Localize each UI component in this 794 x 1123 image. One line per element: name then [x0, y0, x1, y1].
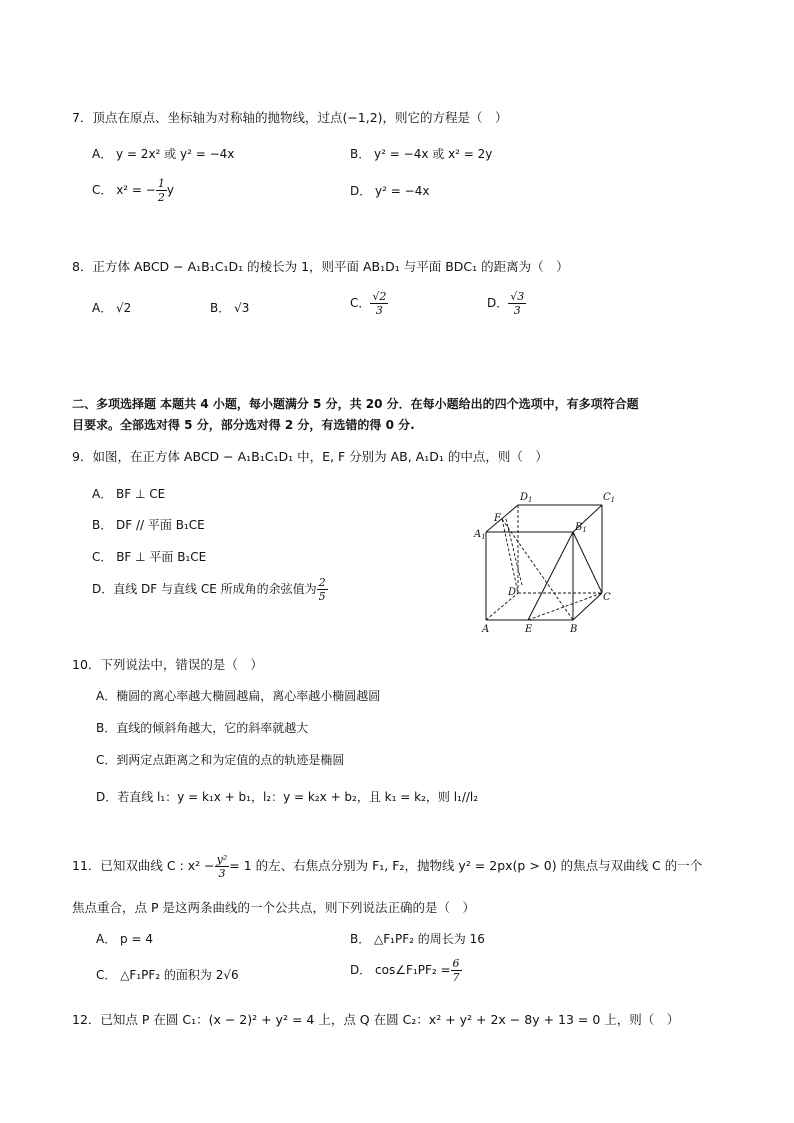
q8-option-c [350, 290, 388, 317]
q8-c-den: 3 [375, 304, 383, 317]
q8-d-den: 3 [513, 304, 521, 317]
label-b: B [570, 624, 578, 635]
section2-line1: 二、多项选择题 本题共 4 小题，每小题满分 5 分，共 20 分．在每小题给出的四个选项中，有多项符合题 [72, 397, 639, 411]
q11-stem-den: 3 [218, 867, 226, 880]
segment-f-d [502, 519, 518, 593]
q8-c-fraction [370, 290, 388, 317]
q8-option-b: B． √3 [210, 301, 250, 315]
label-c: C [603, 592, 611, 603]
label-f: F [494, 513, 501, 524]
q11-option-c: C． △F₁PF₂ 的面积为 2√6 [96, 968, 239, 982]
edge-b-c [573, 593, 602, 620]
q10-option-d: D．若直线 l₁：y = k₁x + b₁，l₂：y = k₂x + b₂，且 k₁ = k₂，则 l₁//l₂ [96, 790, 479, 804]
q8-option-a: A． √2 [92, 301, 132, 315]
label-d1: $D_1$ [520, 492, 533, 504]
q7-option-c [92, 177, 174, 204]
q8-option-d [487, 290, 526, 317]
q9-option-c: C． BF ⊥ 平面 B₁CE [92, 550, 207, 564]
q9-option-a: A． BF ⊥ CE [92, 487, 166, 501]
q7-stem: 7．顶点在原点、坐标轴为对称轴的抛物线，过点(−1,2)，则它的方程是（ ） [72, 110, 508, 125]
q9-d-fraction [317, 576, 328, 603]
segment-b1-c [573, 532, 602, 593]
q11-stem-num: y² [216, 853, 228, 866]
q8-d-num: √3 [510, 290, 525, 303]
q12-stem: 12．已知点 P 在圆 C₁：(x − 2)² + y² = 4 上，点 Q 在圆 C₂：x² + y² + 2x − 8y + 13 = 0 上，则（ ） [72, 1012, 680, 1027]
q7-c-num: 1 [157, 177, 165, 190]
q7-c-den: 2 [157, 191, 165, 204]
q9-d-num: 2 [318, 576, 326, 589]
label-a1: $A_1$ [474, 529, 486, 541]
q11-stem-fraction [215, 853, 230, 880]
q8-stem: 8．正方体 ABCD − A₁B₁C₁D₁ 的棱长为 1，则平面 AB₁D₁ 与平面 BDC₁ 的距离为（ ） [72, 259, 569, 274]
q8-d-label: D． [487, 296, 509, 310]
q8-c-label: C． [350, 296, 371, 310]
q9-option-d [92, 576, 328, 603]
segment-e-c [528, 593, 602, 620]
q9-d-den: 5 [318, 590, 326, 603]
q11-d-num: 6 [452, 957, 460, 970]
label-a: A [482, 624, 490, 635]
q7-c-tail: y [166, 183, 174, 197]
label-d: D [508, 587, 517, 598]
q10-option-b: B．直线的倾斜角越大，它的斜率就越大 [96, 721, 309, 735]
q11-d-fraction [451, 957, 462, 984]
cube-figure [470, 485, 630, 640]
q10-stem: 10．下列说法中，错误的是（ ） [72, 657, 263, 672]
q7-option-c-fraction [156, 177, 167, 204]
q11-d-label: D． cos∠F₁PF₂ = [350, 963, 451, 977]
q9-d-label: D．直线 DF 与直线 CE 所成角的余弦值为 [92, 582, 317, 596]
q11-d-den: 7 [452, 971, 460, 984]
q10-option-a: A．椭圆的离心率越大椭圆越扁，离心率越小椭圆越圆 [96, 689, 381, 703]
edge-a1-d1 [486, 505, 518, 532]
section2-line2: 目要求。全部选对得 5 分，部分选对得 2 分，有选错的得 0 分. [72, 418, 415, 432]
q8-d-fraction [508, 290, 526, 317]
q10-option-c: C．到两定点距离之和为定值的点的轨迹是椭圆 [96, 753, 345, 767]
q11-stem-line2: 焦点重合，点 P 是这两条曲线的一个公共点，则下列说法正确的是（ ） [72, 900, 475, 915]
q11-stem-line1 [72, 853, 702, 880]
q7-option-a: A． y = 2x² 或 y² = −4x [92, 147, 235, 161]
label-e: E [525, 624, 533, 635]
q9-option-b: B． DF // 平面 B₁CE [92, 518, 205, 532]
segment-b1-e [528, 532, 573, 620]
q11-stem-pre: 11．已知双曲线 C : x² − [72, 858, 215, 873]
q11-option-d [350, 957, 462, 984]
q8-c-num: √2 [372, 290, 387, 303]
label-c1: $C_1$ [603, 492, 616, 504]
q11-stem-post: = 1 的左、右焦点分别为 F₁, F₂，抛物线 y² = 2px(p > 0) 的焦点与双曲线 C 的一个 [229, 858, 703, 873]
q7-option-c-label: C． x² = − [92, 183, 156, 197]
q7-option-d: D． y² = −4x [350, 184, 430, 198]
q11-option-a: A． p = 4 [96, 932, 153, 946]
q9-stem: 9．如图，在正方体 ABCD − A₁B₁C₁D₁ 中，E, F 分别为 AB, A₁D₁ 的中点，则（ ） [72, 449, 548, 464]
q11-option-b: B． △F₁PF₂ 的周长为 16 [350, 932, 485, 946]
q7-option-b: B． y² = −4x 或 x² = 2y [350, 147, 493, 161]
label-b1: $B_1$ [575, 522, 587, 534]
